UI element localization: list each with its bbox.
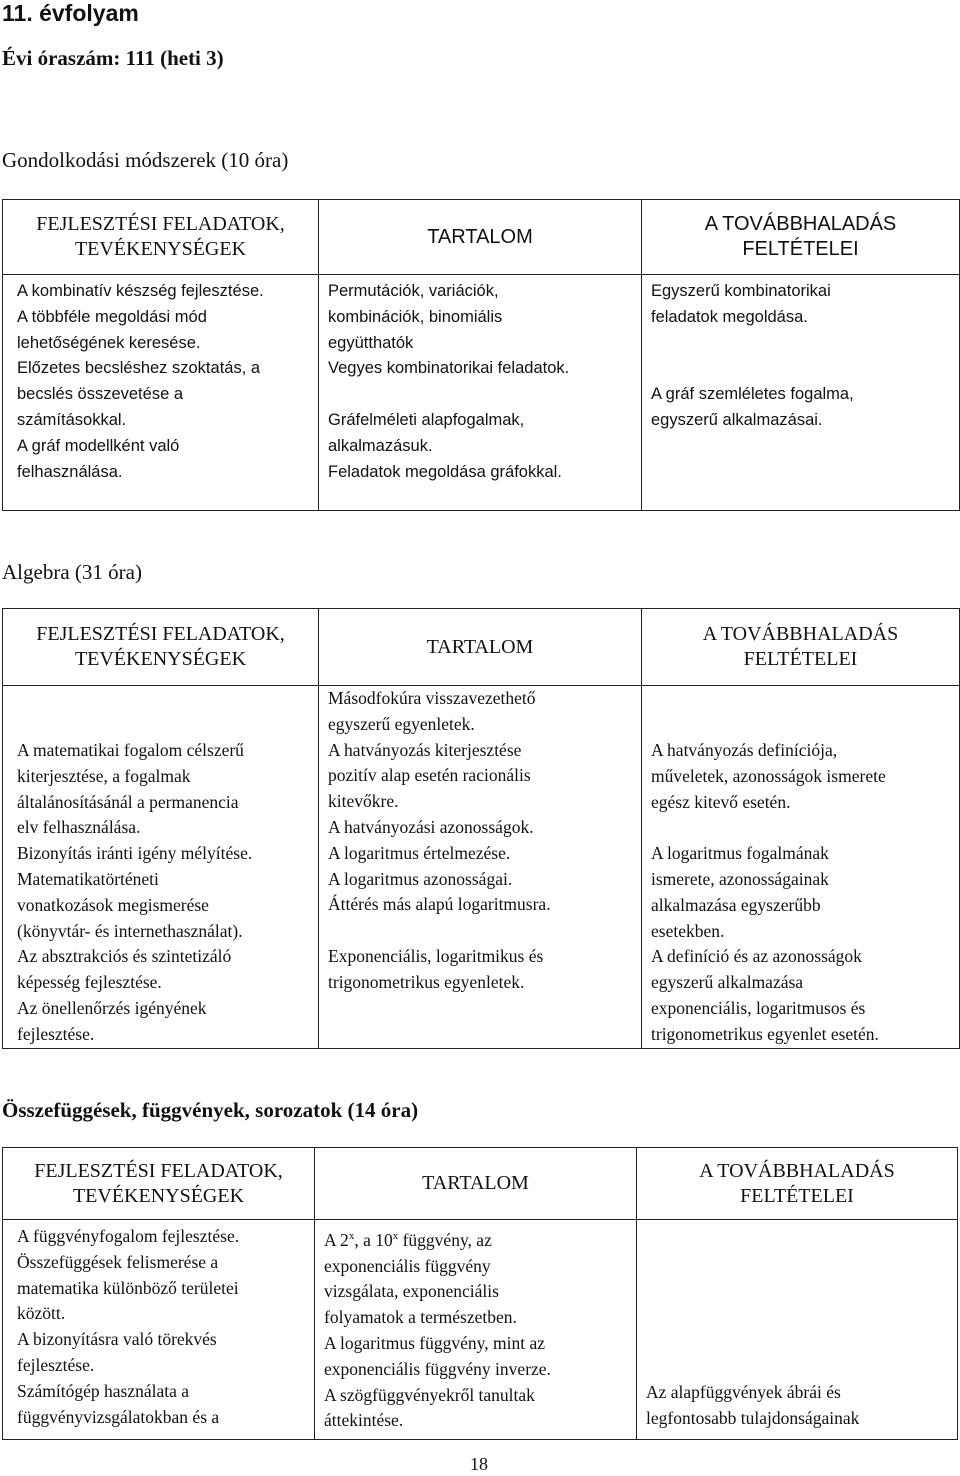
header-cell: FEJLESZTÉSI FELADATOK, TEVÉKENYSÉGEK bbox=[3, 609, 319, 686]
requirements-cell: A hatványozás definíciója, műveletek, azonosságok ismerete egész kitevő esetén. A logaritmus fogalmának ismerete, azonosságainak alkalmazása egyszerűbb esetekben. A definíció és az azonosságok egyszerű alkalmazása exponenciális, logaritmusos és trigonometrikus egyenlet esetén. bbox=[642, 686, 960, 1049]
tasks-cell: A kombinatív készség fejlesztése. A többféle megoldási mód lehetőségének keresése. Előzetes becsléshez szoktatás, a becslés összevetése a számításokkal. A gráf modellként való felhasználása. bbox=[3, 275, 319, 511]
section-table bbox=[2, 1147, 958, 1440]
header-cell: TARTALOM bbox=[315, 1148, 637, 1220]
section-title: Összefüggések, függvények, sorozatok (14 óra) bbox=[2, 1098, 419, 1122]
header-cell: A TOVÁBBHALADÁS FELTÉTELEI bbox=[637, 1148, 958, 1220]
section-title: Gondolkodási módszerek (10 óra) bbox=[2, 148, 289, 172]
header-cell: A TOVÁBBHALADÁS FELTÉTELEI bbox=[642, 200, 960, 275]
content-cell: Másodfokúra visszavezethető egyszerű egyenletek. A hatványozás kiterjesztése pozitív alap esetén racionális kitevőkre. A hatványozási azonosságok. A logaritmus értelmezése. A logaritmus azonosságai. Áttérés más alapú logaritmusra. Exponenciális, logaritmikus és trigonometrikus egyenletek. bbox=[319, 686, 642, 1049]
content-cell: A 2$^x$, a 10$^x$ függvény, az exponenciális függvény vizsgálata, exponenciális folyamatok a természetben. A logaritmus függvény, mint az exponenciális függvény inverze. A szögfüggvényekről tanultak áttekintése. bbox=[315, 1220, 637, 1440]
grade-title: 11. évfolyam bbox=[2, 0, 139, 26]
requirements-cell: Egyszerű kombinatorikai feladatok megoldása. A gráf szemléletes fogalma, egyszerű alkalmazásai. bbox=[642, 275, 960, 511]
function-line: A 2$^x$, a 10$^x$ függvény, az bbox=[324, 1229, 492, 1250]
section-title: Algebra (31 óra) bbox=[2, 560, 142, 584]
tasks-cell: A függvényfogalom fejlesztése. Összefüggések felismerése a matematika különböző területei között. A bizonyításra való törekvés fejlesztése. Számítógép használata a függvényvizsgálatokban és a bbox=[3, 1220, 315, 1440]
section-table bbox=[2, 199, 960, 511]
header-cell: TARTALOM bbox=[319, 609, 642, 686]
header-cell: A TOVÁBBHALADÁS FELTÉTELEI bbox=[642, 609, 960, 686]
header-cell: FEJLESZTÉSI FELADATOK, TEVÉKENYSÉGEK bbox=[3, 1148, 315, 1220]
content-cell: Permutációk, variációk, kombinációk, binomiális együtthatók Vegyes kombinatorikai feladatok. Gráfelméleti alapfogalmak, alkalmazásuk. Feladatok megoldása gráfokkal. bbox=[319, 275, 642, 511]
page-number: 18 bbox=[470, 1454, 488, 1474]
tasks-cell: A matematikai fogalom célszerű kiterjesztése, a fogalmak általánosításánál a permanencia elv felhasználása. Bizonyítás iránti igény mélyítése. Matematikatörténeti vonatkozások megismerése (könyvtár- és internethasználat). Az absztrakciós és szintetizáló képesség fejlesztése. Az önellenőrzés igényének fejlesztése. bbox=[3, 686, 319, 1049]
section-table bbox=[2, 608, 960, 1049]
header-cell: TARTALOM bbox=[319, 200, 642, 275]
hours-line: Évi óraszám: 111 (heti 3) bbox=[2, 46, 224, 70]
header-cell: FEJLESZTÉSI FELADATOK, TEVÉKENYSÉGEK bbox=[3, 200, 319, 275]
requirements-cell: Az alapfüggvények ábrái és legfontosabb tulajdonságainak bbox=[637, 1220, 958, 1440]
